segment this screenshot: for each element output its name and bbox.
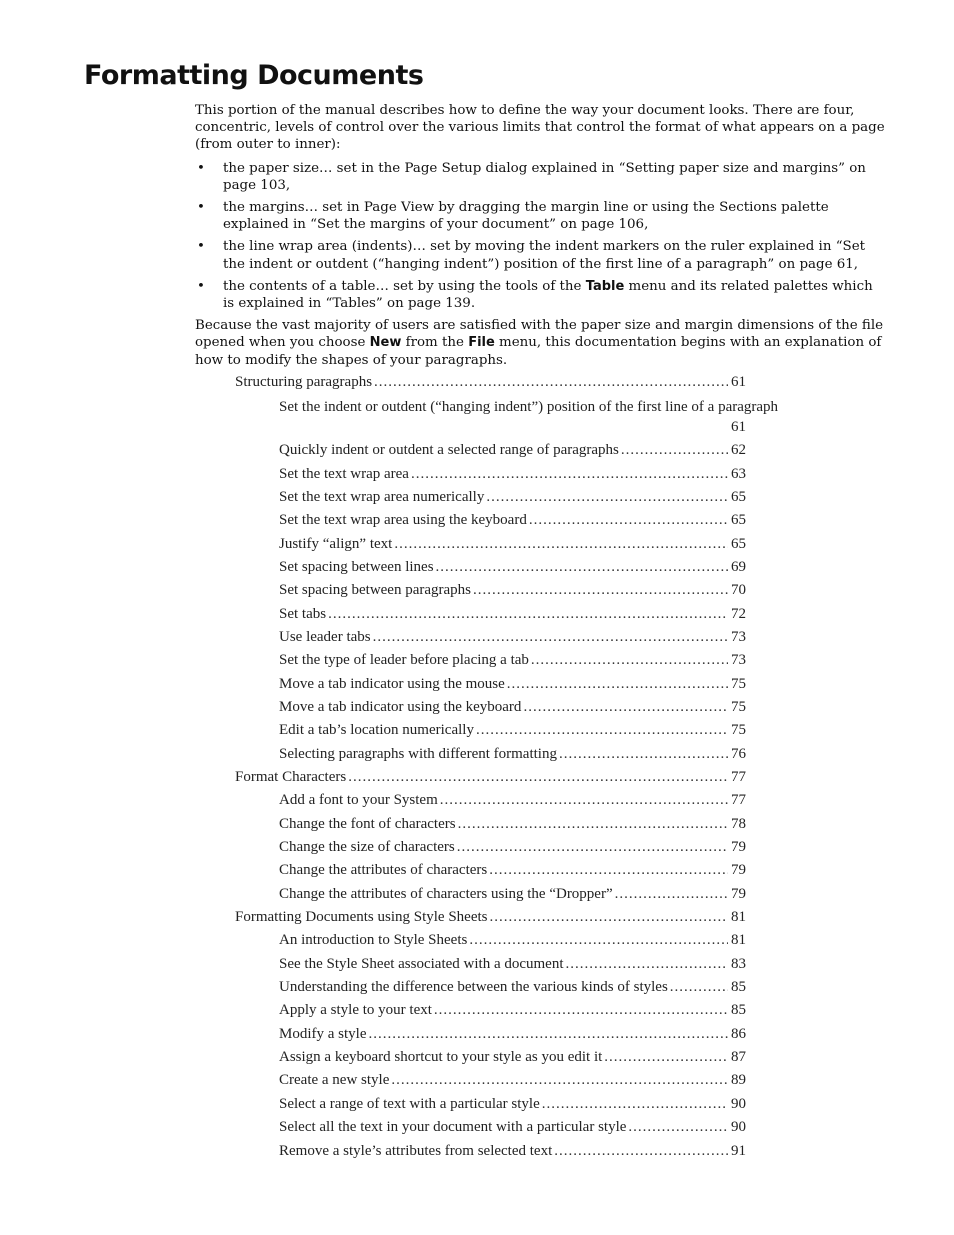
toc-page-number: 70 <box>731 582 746 598</box>
dot-leader <box>507 674 728 694</box>
dot-leader <box>489 860 728 880</box>
toc-entry-level2[interactable] <box>279 930 746 950</box>
toc-entry-level2[interactable] <box>279 650 746 670</box>
dot-leader <box>554 1141 728 1161</box>
toc-entry-level2[interactable] <box>279 627 746 647</box>
toc-entry-title: Set the text wrap area <box>279 466 409 482</box>
toc-entry-level2[interactable] <box>279 814 746 834</box>
bullet-icon: • <box>197 278 205 294</box>
closing-text-mid: from the <box>401 335 469 351</box>
dot-leader <box>369 1024 729 1044</box>
toc-page-number: 75 <box>731 722 746 738</box>
toc-entry-level2[interactable] <box>279 534 746 554</box>
toc-entry-title: Change the font of characters <box>279 816 456 832</box>
toc-entry-title: Change the attributes of characters using the “Dropper” <box>279 886 613 902</box>
toc-entry-title: Modify a style <box>279 1026 367 1042</box>
dot-leader <box>457 837 728 857</box>
toc-entry-title: Select a range of text with a particular style <box>279 1096 540 1112</box>
dot-leader <box>559 744 728 764</box>
toc-entry-title: Assign a keyboard shortcut to your style as you edit it <box>279 1049 603 1065</box>
dot-leader <box>434 1000 728 1020</box>
toc-page-number: 91 <box>731 1143 746 1159</box>
toc-entry-title: Set spacing between lines <box>279 559 434 575</box>
toc-entry-title: Change the attributes of characters <box>279 862 488 878</box>
bullet-item <box>195 278 885 312</box>
bullet-text: the paper size… set in the Page Setup dialog explained in “Setting paper size and margins” on page 103, <box>223 160 866 193</box>
dot-leader <box>328 604 728 624</box>
toc-page-number: 85 <box>731 979 746 995</box>
bullet-text-post: menu and its related palettes which is explained in “Tables” on page 139. <box>223 278 873 312</box>
toc-entry-level2[interactable] <box>279 487 746 507</box>
toc-entry-level2[interactable] <box>279 604 746 624</box>
toc-entry-level2[interactable] <box>279 837 746 857</box>
dot-leader <box>473 580 728 600</box>
page-title: Formatting Documents <box>84 60 424 91</box>
toc-entry-title: Formatting Documents using Style Sheets <box>235 909 488 925</box>
bullet-text: the margins… set in Page View by dragging the margin line or using the Sections palette explained in “Set the margins of your document” on page 106, <box>223 200 829 233</box>
toc-page-number: 90 <box>731 1096 746 1112</box>
bullet-item <box>195 160 885 194</box>
toc-entry-title: Understanding the difference between the various kinds of styles <box>279 979 668 995</box>
toc-entry-level2[interactable] <box>279 720 746 740</box>
toc-page-number: 75 <box>731 676 746 692</box>
toc-entry-title: See the Style Sheet associated with a document <box>279 956 564 972</box>
toc-page-number: 81 <box>731 909 746 925</box>
toc-page-number: 86 <box>731 1026 746 1042</box>
toc-entry-title: Add a font to your System <box>279 792 438 808</box>
toc-entry-level2[interactable] <box>279 464 746 484</box>
dot-leader <box>469 930 728 950</box>
toc-entry-title: Set tabs <box>279 606 327 622</box>
toc-entry-level2[interactable] <box>279 1117 746 1137</box>
dot-leader <box>476 720 728 740</box>
toc-entry-title: Set the text wrap area numerically <box>279 489 485 505</box>
dot-leader <box>458 814 728 834</box>
toc-entry-level2[interactable] <box>279 860 746 880</box>
dot-leader <box>373 627 728 647</box>
toc-entry-level2[interactable] <box>279 397 839 437</box>
toc-page-number: 90 <box>731 1119 746 1135</box>
toc-page-number: 61 <box>731 374 746 390</box>
intro-paragraph: This portion of the manual describes how to define the way your document looks. There are four, concentric, levels of control over the various limits that control the format of what appears on a page (from outer to inner): <box>195 103 885 153</box>
bullet-item <box>195 238 885 272</box>
dot-leader <box>411 464 728 484</box>
toc-entry-title: Structuring paragraphs <box>235 374 373 390</box>
dot-leader <box>490 907 729 927</box>
toc-entry-title: Format Characters <box>235 769 347 785</box>
toc-entry-title: Use leader tabs <box>279 629 371 645</box>
dot-leader <box>348 767 728 787</box>
bullet-icon: • <box>197 200 205 216</box>
dot-leader <box>621 440 728 460</box>
new-command-name: New <box>369 335 402 351</box>
bullet-list <box>195 160 885 313</box>
bullet-text: the line wrap area (indents)… set by moving the indent markers on the ruler explained in “Set the indent or outdent (“hanging indent”) position of the first line of a paragraph” on page 61, <box>223 239 866 272</box>
toc-entry-level2[interactable] <box>279 697 746 717</box>
toc-entry-title: Set the indent or outdent (“hanging indent”) position of the first line of a paragraph <box>279 399 779 415</box>
toc-entry-title: Set the text wrap area using the keyboard <box>279 512 527 528</box>
dot-leader <box>542 1094 728 1114</box>
toc-page-number: 73 <box>731 629 746 645</box>
toc-entry-level1[interactable] <box>235 907 746 927</box>
table-menu-name: Table <box>585 278 625 294</box>
dot-leader <box>436 557 728 577</box>
toc-entry-level2[interactable] <box>279 440 746 460</box>
toc-page-number: 61 <box>731 419 746 435</box>
dot-leader <box>566 954 728 974</box>
toc-page-number: 79 <box>731 839 746 855</box>
closing-text-pre: Because the vast majority of users are satisfied with the paper size and margin dimensions of the file opened when you choose <box>195 318 884 351</box>
toc-page-number: 63 <box>731 466 746 482</box>
dot-leader <box>615 884 728 904</box>
file-menu-name: File <box>468 335 495 351</box>
toc-page-number: 85 <box>731 1002 746 1018</box>
toc-entry-level2[interactable] <box>279 1070 746 1090</box>
toc-entry-level2[interactable] <box>279 744 746 764</box>
toc-entry-level2[interactable] <box>279 674 746 694</box>
toc-page-number: 65 <box>731 512 746 528</box>
dot-leader <box>374 372 728 392</box>
toc-entry-title: Change the size of characters <box>279 839 455 855</box>
toc-page-number: 65 <box>731 536 746 552</box>
toc-entry-title: Move a tab indicator using the mouse <box>279 676 505 692</box>
toc-entry-level2[interactable] <box>279 884 746 904</box>
toc-entry-title: An introduction to Style Sheets <box>279 932 468 948</box>
toc-page-number: 78 <box>731 816 746 832</box>
toc-page-number: 79 <box>731 862 746 878</box>
toc-page-number: 69 <box>731 559 746 575</box>
toc-entry-title: Justify “align” text <box>279 536 393 552</box>
toc-entry-level2[interactable] <box>279 790 746 810</box>
toc-page-number: 89 <box>731 1072 746 1088</box>
toc-entry-level2[interactable] <box>279 510 746 530</box>
toc-entry-title: Apply a style to your text <box>279 1002 432 1018</box>
toc-entry-level2[interactable] <box>279 1000 746 1020</box>
dot-leader <box>628 1117 728 1137</box>
dot-leader <box>523 697 728 717</box>
toc-entry-title: Quickly indent or outdent a selected range of paragraphs <box>279 442 619 458</box>
toc-entry-level2[interactable] <box>279 1024 746 1044</box>
closing-paragraph <box>195 317 885 369</box>
toc-entry-level2[interactable] <box>279 557 746 577</box>
toc-entry-level2[interactable] <box>279 1047 746 1067</box>
dot-leader <box>529 510 728 530</box>
toc-entry-level1[interactable] <box>235 372 746 392</box>
toc-page-number: 83 <box>731 956 746 972</box>
closing-text-post: menu, this documentation begins with an explanation of how to modify the shapes of your paragraphs. <box>195 335 882 368</box>
dot-leader <box>394 534 728 554</box>
toc-entry-level2[interactable] <box>279 1094 746 1114</box>
toc-entry-title: Move a tab indicator using the keyboard <box>279 699 522 715</box>
toc-page-number: 77 <box>731 792 746 808</box>
toc-entry-title: Set spacing between paragraphs <box>279 582 472 598</box>
dot-leader <box>670 977 728 997</box>
dot-leader <box>391 1070 728 1090</box>
bullet-icon: • <box>197 239 205 255</box>
toc-page-number: 81 <box>731 932 746 948</box>
toc-entry-title: Select all the text in your document with a particular style <box>279 1119 627 1135</box>
toc-entry-title: Set the type of leader before placing a tab <box>279 652 529 668</box>
toc-page-number: 73 <box>731 652 746 668</box>
toc-page-number: 87 <box>731 1049 746 1065</box>
toc-page-number: 77 <box>731 769 746 785</box>
toc-entry-level2[interactable] <box>279 1141 746 1161</box>
toc-page-number: 65 <box>731 489 746 505</box>
toc-entry-level1[interactable] <box>235 767 746 787</box>
toc-entry-level2[interactable] <box>279 977 746 997</box>
toc-entry-title: Edit a tab’s location numerically <box>279 722 474 738</box>
body-text <box>195 102 885 369</box>
toc-page-number: 72 <box>731 606 746 622</box>
dot-leader <box>440 790 728 810</box>
toc-entry-title: Remove a style’s attributes from selected text <box>279 1143 553 1159</box>
bullet-item <box>195 199 885 233</box>
bullet-text-pre: the contents of a table… set by using the tools of the <box>223 278 586 294</box>
dot-leader <box>604 1047 728 1067</box>
toc-entry-title: Create a new style <box>279 1072 390 1088</box>
toc-entry-level2[interactable] <box>279 954 746 974</box>
toc-page-number: 75 <box>731 699 746 715</box>
dot-leader <box>486 487 728 507</box>
toc-entry-level2[interactable] <box>279 580 746 600</box>
bullet-icon: • <box>197 160 205 176</box>
toc-page-number: 62 <box>731 442 746 458</box>
toc-page-number: 79 <box>731 886 746 902</box>
toc-entry-title: Selecting paragraphs with different formatting <box>279 746 557 762</box>
dot-leader <box>531 650 728 670</box>
toc-page-number: 76 <box>731 746 746 762</box>
